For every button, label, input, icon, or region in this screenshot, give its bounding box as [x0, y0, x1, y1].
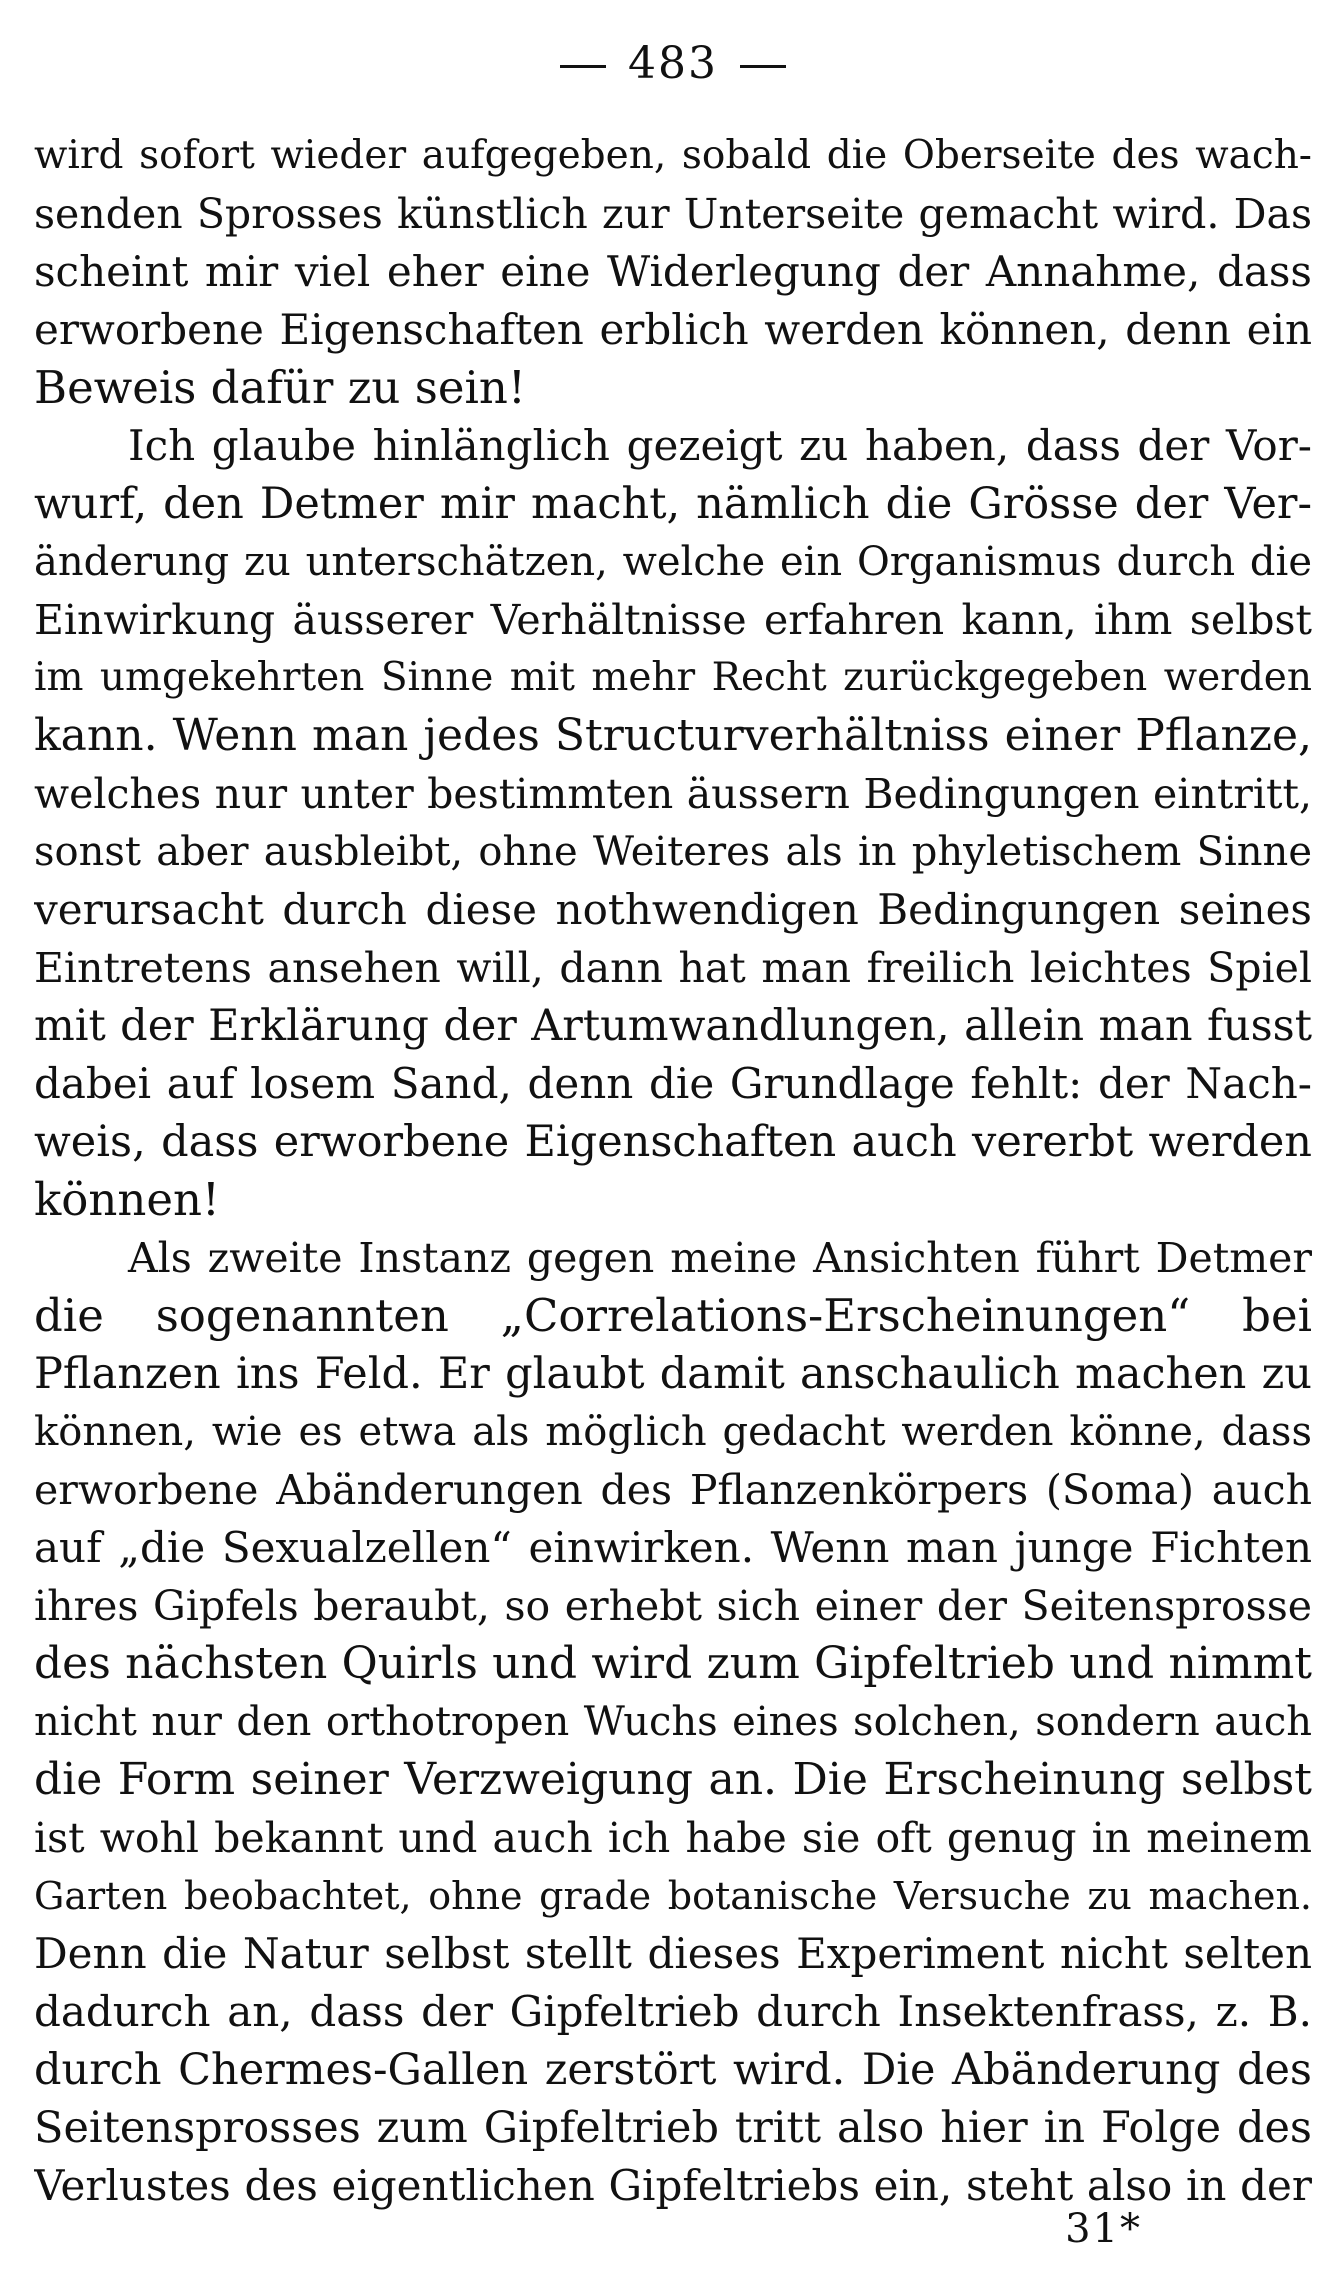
text-line: die Form seiner Verzweigung an. Die Erscheinung selbst — [34, 1754, 1312, 1805]
text-line: nicht nur den orthotropen Wuchs eines solchen, sondern auch — [34, 1699, 1312, 1745]
text-line: auf „die Sexualzellen“ einwirken. Wenn man junge Fichten — [34, 1523, 1312, 1572]
paragraph-start-line: Ich glaube hinlänglich gezeigt zu haben, dass der Vor- — [128, 421, 1312, 470]
text-line: dadurch an, dass der Gipfeltrieb durch Insektenfrass, z. B. — [34, 1987, 1312, 2036]
text-line: scheint mir viel eher eine Widerlegung der Annahme, dass — [34, 247, 1312, 296]
text-line: Eintretens ansehen will, dann hat man freilich leichtes Spiel — [34, 944, 1312, 992]
text-line: sonst aber ausbleibt, ohne Weiteres als in phyletischem Sinne — [34, 829, 1312, 875]
paragraph-start-line: Als zweite Instanz gegen meine Ansichten führt Detmer — [128, 1234, 1312, 1282]
page-number-header — [34, 38, 1312, 89]
text-line: Verlustes des eigentlichen Gipfeltriebs ein, steht also in der — [34, 2161, 1312, 2210]
dash-left — [560, 65, 606, 68]
text-line: des nächsten Quirls und wird zum Gipfeltrieb und nimmt — [34, 1638, 1312, 1689]
dash-right — [740, 65, 786, 68]
text-line: Beweis dafür zu sein! — [34, 361, 526, 414]
text-line: ist wohl bekannt und auch ich habe sie oft genug in meinem — [34, 1814, 1312, 1862]
text-line: änderung zu unterschätzen, welche ein Organismus durch die — [34, 539, 1312, 585]
text-line: Seitensprosses zum Gipfeltrieb tritt also hier in Folge des — [34, 2103, 1312, 2153]
text-line: Garten beobachtet, ohne grade botanische Versuche zu machen. — [34, 1874, 1312, 1918]
text-line: mit der Erklärung der Artumwandlungen, allein man fusst — [34, 1001, 1312, 1051]
text-line: wurf, den Detmer mir macht, nämlich die Grösse der Ver- — [34, 479, 1312, 529]
text-line: senden Sprosses künstlich zur Unterseite gemacht wird. Das — [34, 190, 1312, 238]
text-line: die sogenannten „Correlations-Erscheinungen“ bei — [34, 1289, 1312, 1342]
text-line: erworbene Eigenschaften erblich werden können, denn ein — [34, 305, 1312, 354]
text-line: Pflanzen ins Feld. Er glaubt damit anschaulich machen zu — [34, 1349, 1312, 1399]
document-page — [34, 18, 1312, 2258]
text-line: dabei auf losem Sand, denn die Grundlage fehlt: der Nach- — [34, 1059, 1312, 1108]
text-line: Denn die Natur selbst stellt dieses Experiment nicht selten — [34, 1929, 1312, 1978]
text-line: erworbene Abänderungen des Pflanzenkörpers (Soma) auch — [34, 1466, 1312, 1514]
text-line: Einwirkung äusserer Verhältnisse erfahren kann, ihm selbst — [34, 596, 1312, 644]
text-line: wird sofort wieder aufgegeben, sobald die Oberseite des wach- — [34, 133, 1312, 178]
text-line: im umgekehrten Sinne mit mehr Recht zurückgegeben werden — [34, 655, 1312, 700]
text-line: welches nur unter bestimmten äussern Bedingungen eintritt, — [34, 770, 1312, 818]
signature-mark: 31* — [1065, 2206, 1142, 2252]
text-line: können! — [34, 1173, 221, 1226]
text-line: kann. Wenn man jedes Structurverhältniss einer Pflanze, — [34, 710, 1312, 761]
text-line: durch Chermes-Gallen zerstört wird. Die Abänderung des — [34, 2045, 1312, 2095]
text-line: verursacht durch diese nothwendigen Bedingungen seines — [34, 885, 1312, 934]
text-line: weis, dass erworbene Eigenschaften auch vererbt werden — [34, 1117, 1312, 1167]
text-line: können, wie es etwa als möglich gedacht werden könne, dass — [34, 1409, 1312, 1455]
text-line: ihres Gipfels beraubt, so erhebt sich einer der Seitensprosse — [34, 1582, 1312, 1630]
page-number: 483 — [628, 38, 718, 89]
